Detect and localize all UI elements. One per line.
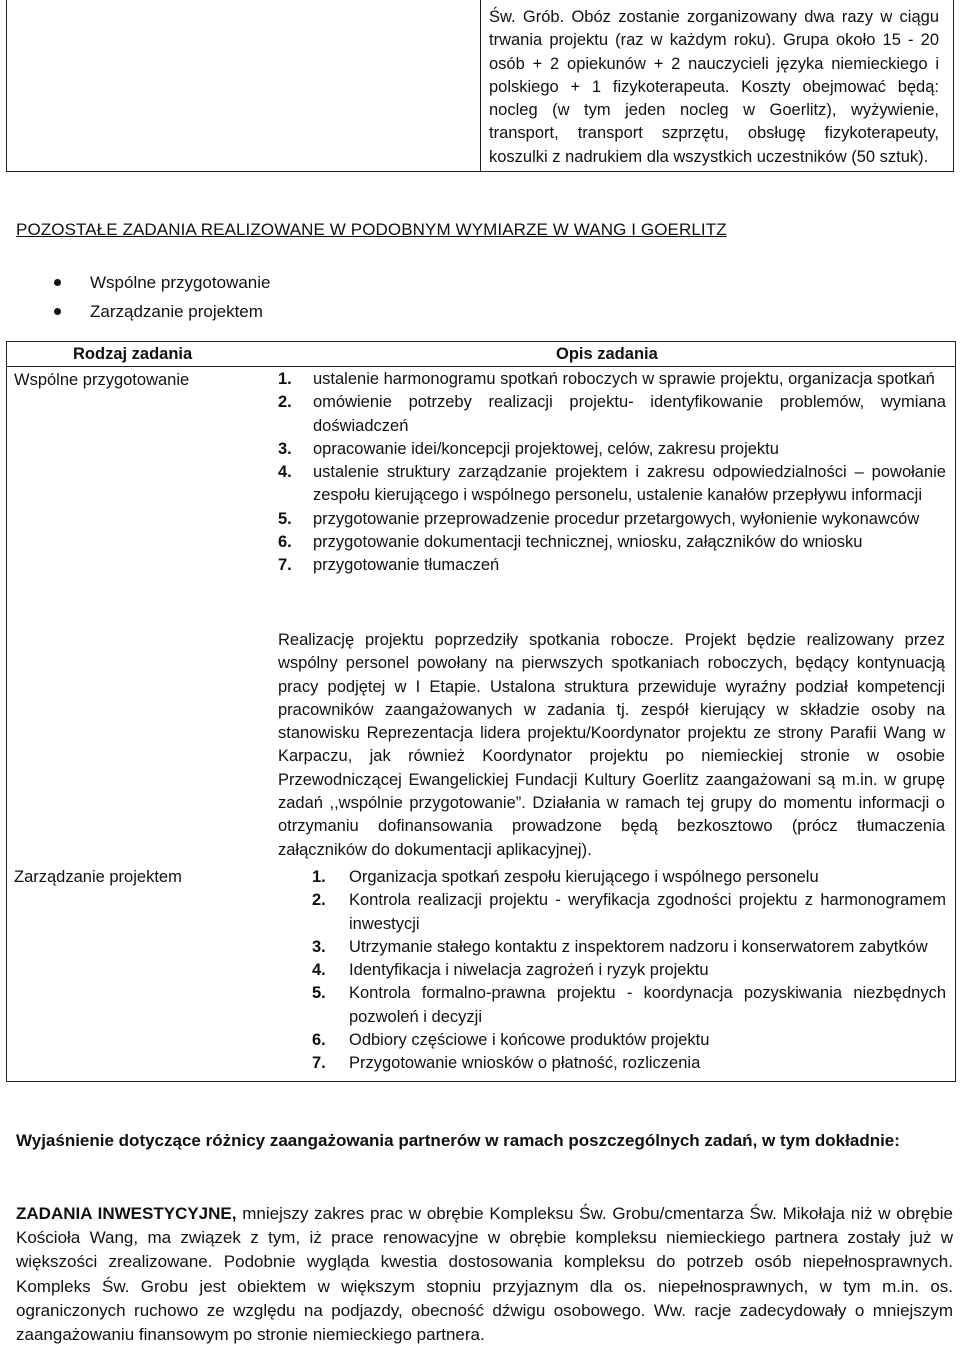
table-header-divider xyxy=(6,366,956,367)
list-item: 3. Utrzymanie stałego kontaktu z inspektorem nadzoru i konserwatorem zabytków xyxy=(312,937,928,956)
list-item: 4. Identyfikacja i niwelacja zagrożeń i ryzyk projektu xyxy=(312,961,709,980)
final-text: mniejszy zakres prac w obrębie Kompleksu Św. Grobu/cmentarza Św. Mikołaja niż w obrębie Kościoła Wang, ma związek z tym, iż prace renowacyjne w obrębie kompleksu niemieckiego partnera zostały już w większości zrealizowane. Podobnie wygląda kwestia dostosowania kompleksu do potrzeb osób niepełnosprawnych. Kompleks Św. Grobu jest obiektem w większym stopniu przyjaznym dla os. niepełnosprawnych, w tym m.in. os. ograniczonych ruchowo ze względu na podjazdy, obecność dźwigu osobowego. Ww. racje zadecydowały o mniejszym zaangażowaniu finansowym po stronie niemieckiego partnera. xyxy=(16,1204,953,1345)
bullet-list xyxy=(52,268,270,326)
list-item: 5. Kontrola formalno-prawna projektu - koordynacja pozyskiwania niezbędnych pozwoleń i decyzji xyxy=(312,984,946,1026)
row-label-preparation: Wspólne przygotowanie xyxy=(14,371,190,389)
preparation-paragraph: Realizację projektu poprzedziły spotkania robocze. Projekt będzie realizowany przez wspólny personel powołany na pierwszych spotkaniach roboczych, będący kontynuacją pracy podjętej w I Etapie. Ustalona struktura przewiduje wyraźny podział kompetencji pracowników zaangażowanych w zadania tj. zespół kierujący w składzie osoby na stanowisku Reprezentacja lidera projektu/Koordynator projektu ze strony Parafii Wang w Karpaczu, jak również Koordynator projektu po niemieckiej stronie w osobie Przewodniczącej Ewangelickiej Fundacji Kultury Goerlitz zaangażowani są m.in. w grupę zadań ,,wspólnie przygotowanie”. Działania w ramach tej grupy do momentu informacji o otrzymaniu dofinansowania prowadzone będą bezkosztowo (prócz tłumaczenia załączników do dokumentacji aplikacyjnej). xyxy=(278,631,945,859)
top-cell-text: Św. Grób. Obóz zostanie zorganizowany dwa razy w ciągu trwania projektu (raz w każdym roku). Grupa około 15 - 20 osób + 2 opiekunów + 2 nauczycieli języka niemieckiego i polskiego + 1 fizykoterapeuta. Koszty obejmować będą: nocleg (w tym jeden nocleg w Goerlitz), wyżywienie, transport, transport szprzętu, obsługę fizykoterapeuty, koszulki z nadrukiem dla wszystkich uczestników (50 sztuk). xyxy=(489,8,939,166)
list-item: Zarządzanie projektem xyxy=(52,297,270,326)
list-item: 5. przygotowanie przeprowadzenie procedur przetargowych, wyłonienie wykonawców xyxy=(278,509,920,528)
list-item: 6. przygotowanie dokumentacji technicznej, wniosku, załączników do wniosku xyxy=(278,533,863,552)
explanation-heading: Wyjaśnienie dotyczące różnicy zaangażowania partnerów w ramach poszczególnych zadań, w tym dokładnie: xyxy=(16,1131,900,1150)
list-item: 1. ustalenie harmonogramu spotkań roboczych w sprawie projektu, organizacja spotkań xyxy=(278,370,935,388)
preparation-task-list xyxy=(278,368,946,578)
list-item: 7. Przygotowanie wniosków o płatność, rozliczenia xyxy=(312,1054,701,1073)
list-item: 2. Kontrola realizacji projektu - weryfikacja zgodności projektu z harmonogramem inwestycji xyxy=(312,891,946,933)
management-task-list xyxy=(312,866,946,1076)
list-item: 2. omówienie potrzeby realizacji projektu- identyfikowanie problemów, wymiana doświadczeń xyxy=(278,393,946,435)
list-item: Wspólne przygotowanie xyxy=(52,268,270,297)
list-item: 1. Organizacja spotkań zespołu kierującego i wspólnego personelu xyxy=(312,868,819,886)
list-item: 7. przygotowanie tłumaczeń xyxy=(278,556,500,575)
column-header-type: Rodzaj zadania xyxy=(73,345,193,363)
final-paragraph xyxy=(16,1202,953,1347)
section-heading: POZOSTAŁE ZADANIA REALIZOWANE W PODOBNYM WYMIARZE W WANG I GOERLITZ xyxy=(16,220,727,239)
column-header-description: Opis zadania xyxy=(556,345,658,363)
table-divider xyxy=(480,0,481,171)
list-item: 3. opracowanie idei/koncepcji projektowej, celów, zakresu projektu xyxy=(278,439,779,458)
row-label-management: Zarządzanie projektem xyxy=(14,868,182,886)
final-bold-lead: ZADANIA INWESTYCYJNE, xyxy=(16,1204,237,1223)
list-item: 4. ustalenie struktury zarządzanie projektem i zakresu odpowiedzialności – powołanie zespołu kierującego i wspólnego personelu, ustalenie kanałów przepływu informacji xyxy=(278,463,946,505)
list-item: 6. Odbiory częściowe i końcowe produktów projektu xyxy=(312,1031,710,1050)
